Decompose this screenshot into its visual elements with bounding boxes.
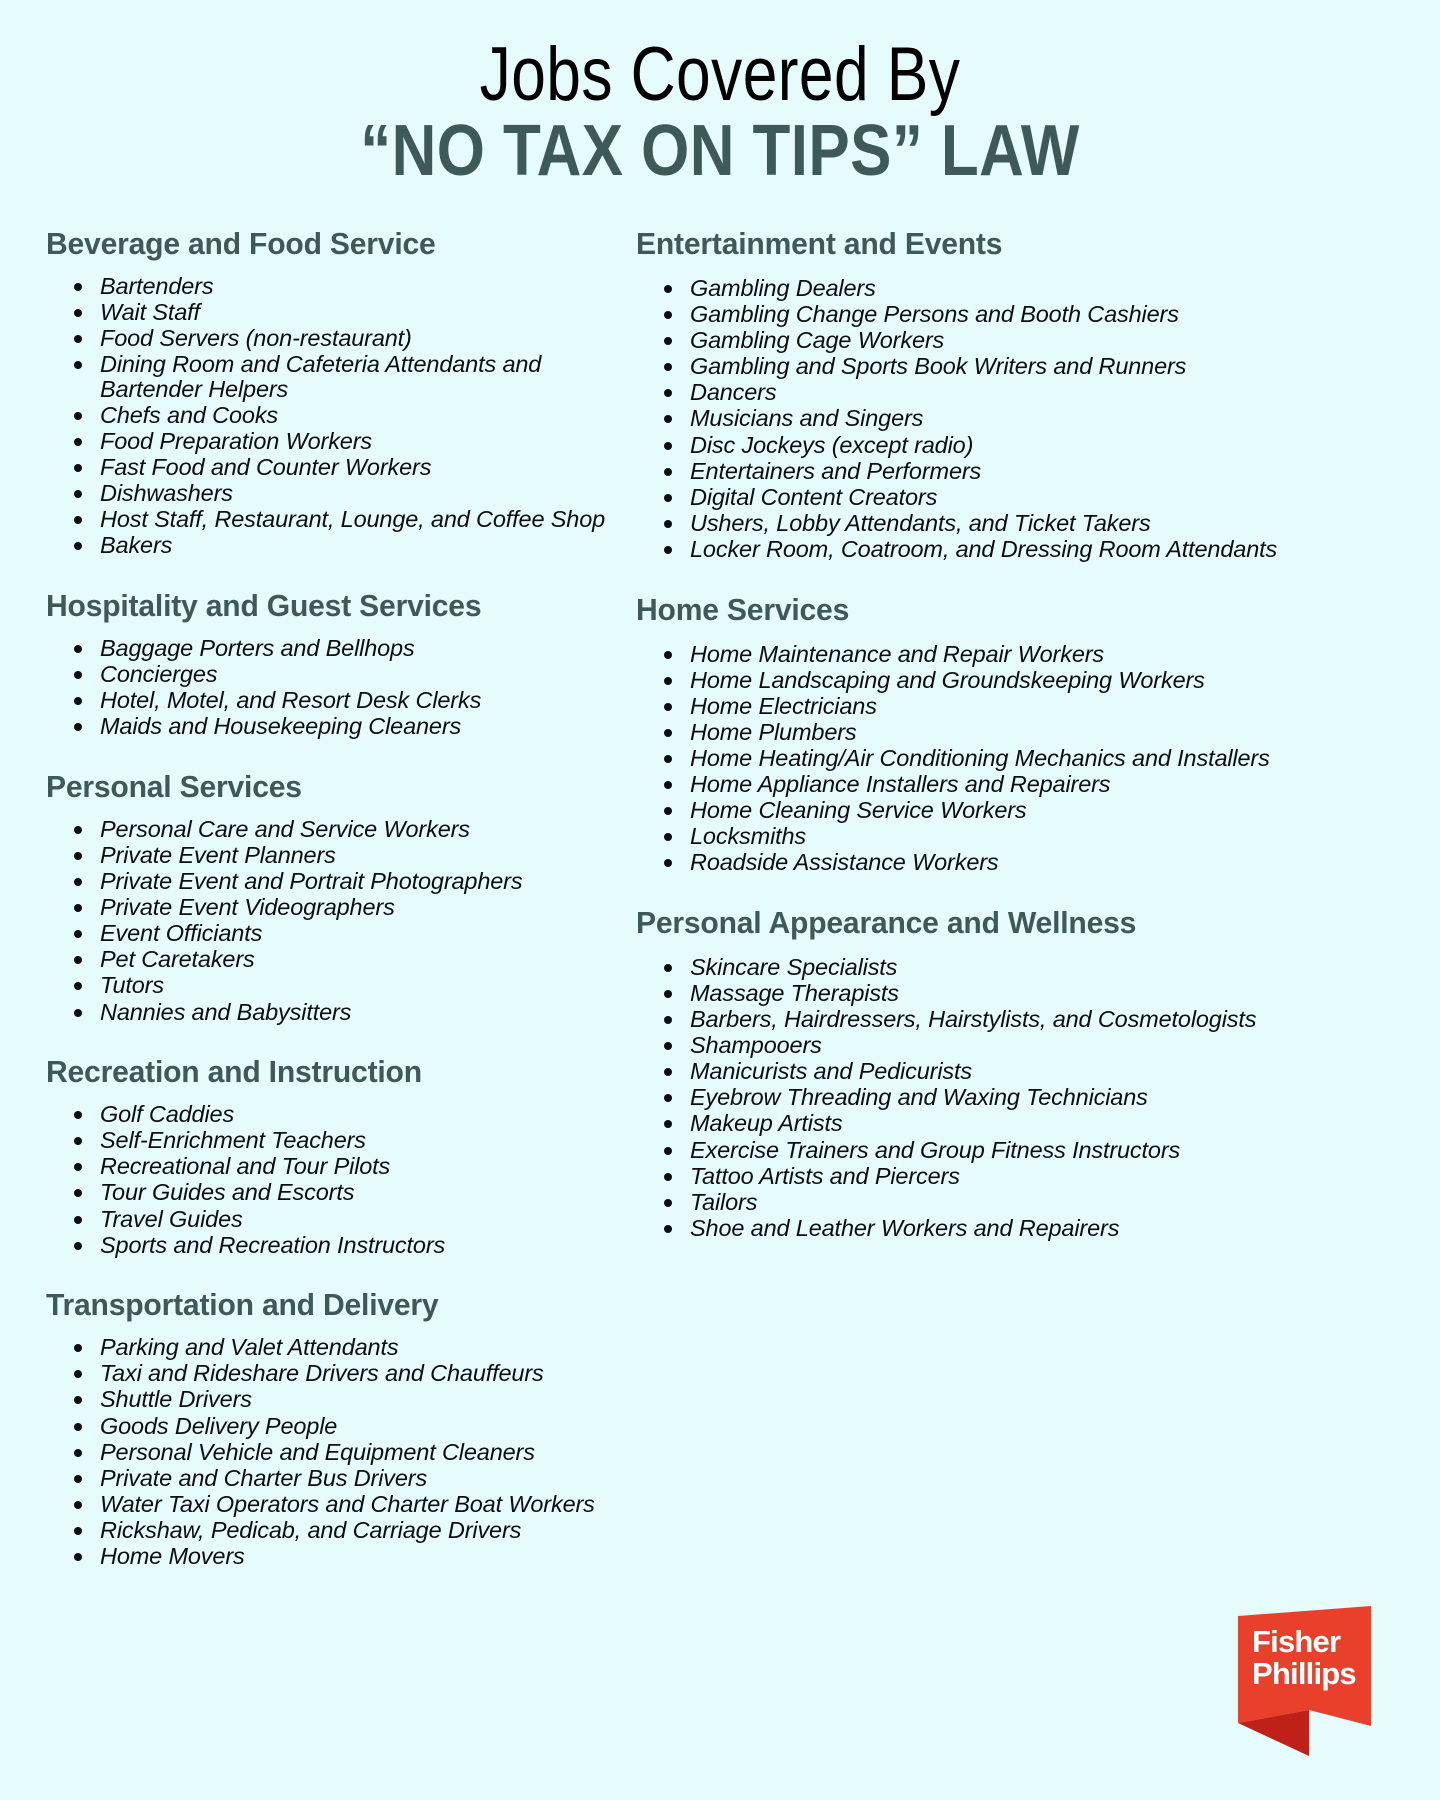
job-list-item: Food Servers (non-restaurant) — [62, 326, 630, 351]
job-list-item: Shampooers — [652, 1033, 1404, 1058]
job-category-section — [46, 1054, 630, 1257]
job-list-item: Wait Staff — [62, 300, 630, 325]
job-list-item: Pet Caretakers — [62, 947, 630, 972]
fisher-phillips-logo — [1238, 1606, 1404, 1756]
content-columns — [0, 226, 1440, 1575]
section-heading: Personal Appearance and Wellness — [636, 904, 1137, 940]
job-list — [46, 1102, 630, 1257]
job-list-item: Nannies and Babysitters — [62, 1000, 630, 1025]
job-list-item: Manicurists and Pedicurists — [652, 1059, 1404, 1084]
job-list-item: Water Taxi Operators and Charter Boat Workers — [62, 1492, 630, 1517]
job-list-item: Personal Care and Service Workers — [62, 817, 630, 842]
job-list-item: Travel Guides — [62, 1207, 630, 1232]
job-list-item: Exercise Trainers and Group Fitness Instructors — [652, 1138, 1404, 1163]
job-list-item: Dancers — [652, 380, 1404, 405]
job-category-section — [46, 1287, 630, 1568]
logo-line-2: Phillips — [1252, 1656, 1356, 1691]
job-list-item: Tattoo Artists and Piercers — [652, 1164, 1404, 1189]
job-list-item: Gambling Dealers — [652, 276, 1404, 301]
job-list-item: Concierges — [62, 662, 630, 687]
job-list-item: Private Event Planners — [62, 843, 630, 868]
job-list-item: Dishwashers — [62, 481, 630, 506]
job-list-item: Private and Charter Bus Drivers — [62, 1466, 630, 1491]
job-category-section — [46, 769, 630, 1024]
job-list-item: Rickshaw, Pedicab, and Carriage Drivers — [62, 1518, 630, 1543]
job-list-item: Barbers, Hairdressers, Hairstylists, and Cosmetologists — [652, 1007, 1404, 1032]
job-list-item: Gambling and Sports Book Writers and Runners — [652, 354, 1404, 379]
title-block — [0, 0, 1440, 190]
logo-line-1: Fisher — [1252, 1624, 1341, 1659]
job-list-item: Home Electricians — [652, 694, 1404, 719]
job-list-item: Private Event Videographers — [62, 895, 630, 920]
job-list-item: Home Cleaning Service Workers — [652, 798, 1404, 823]
section-heading: Transportation and Delivery — [46, 1287, 439, 1323]
section-heading: Home Services — [636, 591, 850, 627]
job-category-section — [636, 226, 1404, 562]
job-list-item: Maids and Housekeeping Cleaners — [62, 714, 630, 739]
job-list-item: Sports and Recreation Instructors — [62, 1233, 630, 1258]
job-list-item: Hotel, Motel, and Resort Desk Clerks — [62, 688, 630, 713]
job-list-item: Roadside Assistance Workers — [652, 850, 1404, 875]
job-list-item: Recreational and Tour Pilots — [62, 1154, 630, 1179]
job-list-item: Home Movers — [62, 1544, 630, 1569]
job-list-item: Bartenders — [62, 274, 630, 299]
job-list — [636, 642, 1404, 875]
job-list-item: Locksmiths — [652, 824, 1404, 849]
job-list — [636, 276, 1404, 562]
job-list-item: Ushers, Lobby Attendants, and Ticket Takers — [652, 511, 1404, 536]
job-list-item: Host Staff, Restaurant, Lounge, and Coffee Shop — [62, 507, 630, 532]
section-heading: Entertainment and Events — [636, 226, 1003, 261]
job-list-item: Parking and Valet Attendants — [62, 1335, 630, 1360]
job-list-item: Goods Delivery People — [62, 1414, 630, 1439]
job-list-item: Private Event and Portrait Photographers — [62, 869, 630, 894]
job-list-item: Home Appliance Installers and Repairers — [652, 772, 1404, 797]
job-list-item: Chefs and Cooks — [62, 403, 630, 428]
job-list-item: Golf Caddies — [62, 1102, 630, 1127]
job-list-item: Fast Food and Counter Workers — [62, 455, 630, 480]
job-list-item: Home Heating/Air Conditioning Mechanics and Installers — [652, 746, 1404, 771]
logo-wordmark — [1252, 1626, 1398, 1690]
job-list-item: Massage Therapists — [652, 981, 1404, 1006]
job-list-item: Tailors — [652, 1190, 1404, 1215]
job-list-item: Eyebrow Threading and Waxing Technicians — [652, 1085, 1404, 1110]
job-list — [46, 1335, 630, 1568]
job-list-item: Home Maintenance and Repair Workers — [652, 642, 1404, 667]
job-category-section — [46, 588, 630, 739]
page-title-line-2: “NO TAX ON TIPS” LAW — [360, 111, 1080, 191]
job-list-item: Personal Vehicle and Equipment Cleaners — [62, 1440, 630, 1465]
page-title-line-1: Jobs Covered By — [479, 32, 961, 117]
job-list — [46, 636, 630, 739]
left-column — [46, 226, 636, 1575]
job-list-item: Gambling Change Persons and Booth Cashiers — [652, 302, 1404, 327]
job-list-item: Digital Content Creators — [652, 485, 1404, 510]
section-heading: Personal Services — [46, 768, 302, 804]
job-list — [636, 955, 1404, 1241]
job-list-item: Event Officiants — [62, 921, 630, 946]
section-heading: Beverage and Food Service — [46, 226, 436, 261]
job-list-item: Home Landscaping and Groundskeeping Workers — [652, 668, 1404, 693]
right-column — [636, 226, 1404, 1246]
job-list-item: Shoe and Leather Workers and Repairers — [652, 1216, 1404, 1241]
job-category-section — [636, 592, 1404, 875]
job-list-item: Gambling Cage Workers — [652, 328, 1404, 353]
job-list-item: Home Plumbers — [652, 720, 1404, 745]
job-list-item: Baggage Porters and Bellhops — [62, 636, 630, 661]
job-list-item: Tutors — [62, 973, 630, 998]
job-list-item: Disc Jockeys (except radio) — [652, 433, 1404, 458]
job-list-item: Shuttle Drivers — [62, 1387, 630, 1412]
job-list-item: Makeup Artists — [652, 1111, 1404, 1136]
job-category-section — [636, 905, 1404, 1241]
job-category-section — [46, 226, 630, 558]
job-list-item: Taxi and Rideshare Drivers and Chauffeurs — [62, 1361, 630, 1386]
job-list — [46, 817, 630, 1024]
job-list-item: Skincare Specialists — [652, 955, 1404, 980]
job-list — [46, 274, 630, 558]
job-list-item: Musicians and Singers — [652, 406, 1404, 431]
job-list-item: Bakers — [62, 533, 630, 558]
section-heading: Recreation and Instruction — [46, 1054, 422, 1090]
job-list-item: Locker Room, Coatroom, and Dressing Room Attendants — [652, 537, 1404, 562]
job-list-item: Entertainers and Performers — [652, 459, 1404, 484]
job-list-item: Food Preparation Workers — [62, 429, 630, 454]
job-list-item: Self-Enrichment Teachers — [62, 1128, 630, 1153]
section-heading: Hospitality and Guest Services — [46, 588, 482, 624]
job-list-item: Dining Room and Cafeteria Attendants and Bartender Helpers — [62, 352, 630, 401]
job-list-item: Tour Guides and Escorts — [62, 1180, 630, 1205]
